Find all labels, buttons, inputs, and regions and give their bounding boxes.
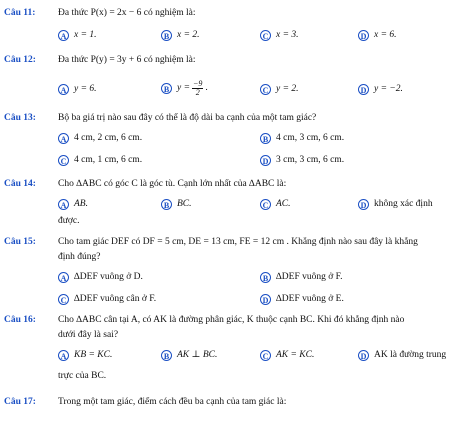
option-text: không xác định (374, 199, 433, 210)
option-letter-a: A (58, 133, 69, 144)
option-text: KB = KC. (74, 350, 113, 361)
q16-option-b[interactable] (161, 350, 217, 361)
option-letter-b: B (260, 133, 271, 144)
q11-option-a[interactable] (58, 30, 97, 41)
option-text: x = 6. (374, 30, 397, 41)
q13-option-c[interactable] (58, 155, 142, 166)
q14-option-b[interactable] (161, 199, 192, 210)
option-letter-d: D (260, 294, 271, 305)
option-text: y = 6. (74, 84, 97, 95)
question-16-label: Câu 16: (4, 315, 36, 325)
option-text: y = 2. (276, 84, 299, 95)
q16-option-d-continuation: trực của BC. (58, 371, 107, 381)
q12-option-a[interactable] (58, 84, 97, 95)
q13-option-d[interactable] (260, 155, 344, 166)
q13-option-b[interactable] (260, 133, 344, 144)
question-16-text-line1: Cho ∆ABC cân tại A, có AK là đường phân giác, K thuộc cạnh BC. Khi đó khẳng định nào (58, 315, 405, 325)
q15-option-d[interactable] (260, 294, 344, 305)
option-text: 4 cm, 3 cm, 6 cm. (276, 133, 345, 144)
q15-option-a[interactable] (58, 272, 143, 283)
option-text: x = 3. (276, 30, 299, 41)
question-12-label: Câu 12: (4, 55, 36, 65)
question-16-text-line2: dưới đây là sai? (58, 330, 119, 340)
option-text: AK = KC. (276, 350, 315, 361)
option-letter-c: C (58, 294, 69, 305)
option-text: x = 2. (177, 30, 200, 41)
q16-option-c[interactable] (260, 350, 314, 361)
option-letter-a: A (58, 84, 69, 95)
option-letter-c: C (260, 350, 271, 361)
option-letter-a: A (58, 199, 69, 210)
option-letter-c: C (260, 84, 271, 95)
option-letter-a: A (58, 30, 69, 41)
option-letter-c: C (260, 30, 271, 41)
q12-option-c[interactable] (260, 84, 299, 95)
option-letter-c: C (260, 199, 271, 210)
option-text: BC. (177, 199, 192, 210)
option-text: AK là đường trung (374, 350, 447, 361)
q14-option-d-continuation: được. (58, 216, 80, 226)
question-12-text: Đa thức P(y) = 3y + 6 có nghiệm là: (58, 55, 196, 65)
question-11-label: Câu 11: (4, 8, 36, 18)
option-letter-b: B (161, 30, 172, 41)
q13-option-a[interactable] (58, 133, 142, 144)
question-13-label: Câu 13: (4, 113, 36, 123)
question-15-text-line2: định đúng? (58, 252, 101, 262)
option-text: ∆DEF vuông ở F. (276, 272, 343, 283)
q14-option-a[interactable] (58, 199, 88, 210)
question-13-text: Bộ ba giá trị nào sau đây có thể là độ dài ba cạnh của một tam giác? (58, 113, 317, 123)
q15-option-b[interactable] (260, 272, 343, 283)
option-letter-d: D (358, 350, 369, 361)
question-11-text: Đa thức P(x) = 2x − 6 có nghiệm là: (58, 8, 196, 18)
option-letter-d: D (358, 30, 369, 41)
option-text: AK ⊥ BC. (177, 350, 218, 361)
q14-option-d[interactable] (358, 199, 433, 210)
option-text: ∆DEF vuông ở E. (276, 294, 344, 305)
question-17-text: Trong một tam giác, điểm cách đều ba cạnh của tam giác là: (58, 397, 287, 407)
question-14-text: Cho ∆ABC có góc C là góc tù. Cạnh lớn nhất của ∆ABC là: (58, 179, 287, 189)
option-letter-b: B (161, 350, 172, 361)
question-15-text-line1: Cho tam giác DEF có DF = 5 cm, DE = 13 cm, FE = 12 cm . Khẳng định nào sau đây là khẳng (58, 237, 418, 247)
option-letter-d: D (358, 84, 369, 95)
option-letter-a: A (58, 272, 69, 283)
question-14-label: Câu 14: (4, 179, 36, 189)
option-letter-b: B (161, 199, 172, 210)
option-text: 4 cm, 1 cm, 6 cm. (74, 155, 143, 166)
q16-option-d[interactable] (358, 350, 446, 361)
option-letter-c: C (58, 155, 69, 166)
option-letter-d: D (358, 199, 369, 210)
option-text: AC. (276, 199, 291, 210)
question-15-label: Câu 15: (4, 237, 36, 247)
option-letter-b: B (161, 83, 172, 94)
option-letter-a: A (58, 350, 69, 361)
option-text: y = (177, 83, 191, 94)
option-text: ∆DEF vuông ở D. (74, 272, 143, 283)
q15-option-c[interactable] (58, 294, 156, 305)
q12-option-d[interactable] (358, 84, 403, 95)
q11-option-d[interactable] (358, 30, 397, 41)
question-17-label: Câu 17: (4, 397, 36, 407)
q14-option-c[interactable] (260, 199, 291, 210)
option-text: 3 cm, 3 cm, 6 cm. (276, 155, 345, 166)
option-letter-d: D (260, 155, 271, 166)
q11-option-c[interactable] (260, 30, 299, 41)
q16-option-a[interactable] (58, 350, 112, 361)
option-text: y = −2. (374, 84, 403, 95)
fraction: $\frac{-9}{2}$ (193, 79, 203, 97)
q12-option-b[interactable]: B y = $\frac{-9}{2}$ . (161, 80, 208, 97)
option-letter-b: B (260, 272, 271, 283)
option-text: x = 1. (74, 30, 97, 41)
option-text: 4 cm, 2 cm, 6 cm. (74, 133, 143, 144)
option-text: ∆DEF vuông cân ở F. (74, 294, 157, 305)
q11-option-b[interactable] (161, 30, 200, 41)
option-text: AB. (74, 199, 88, 210)
